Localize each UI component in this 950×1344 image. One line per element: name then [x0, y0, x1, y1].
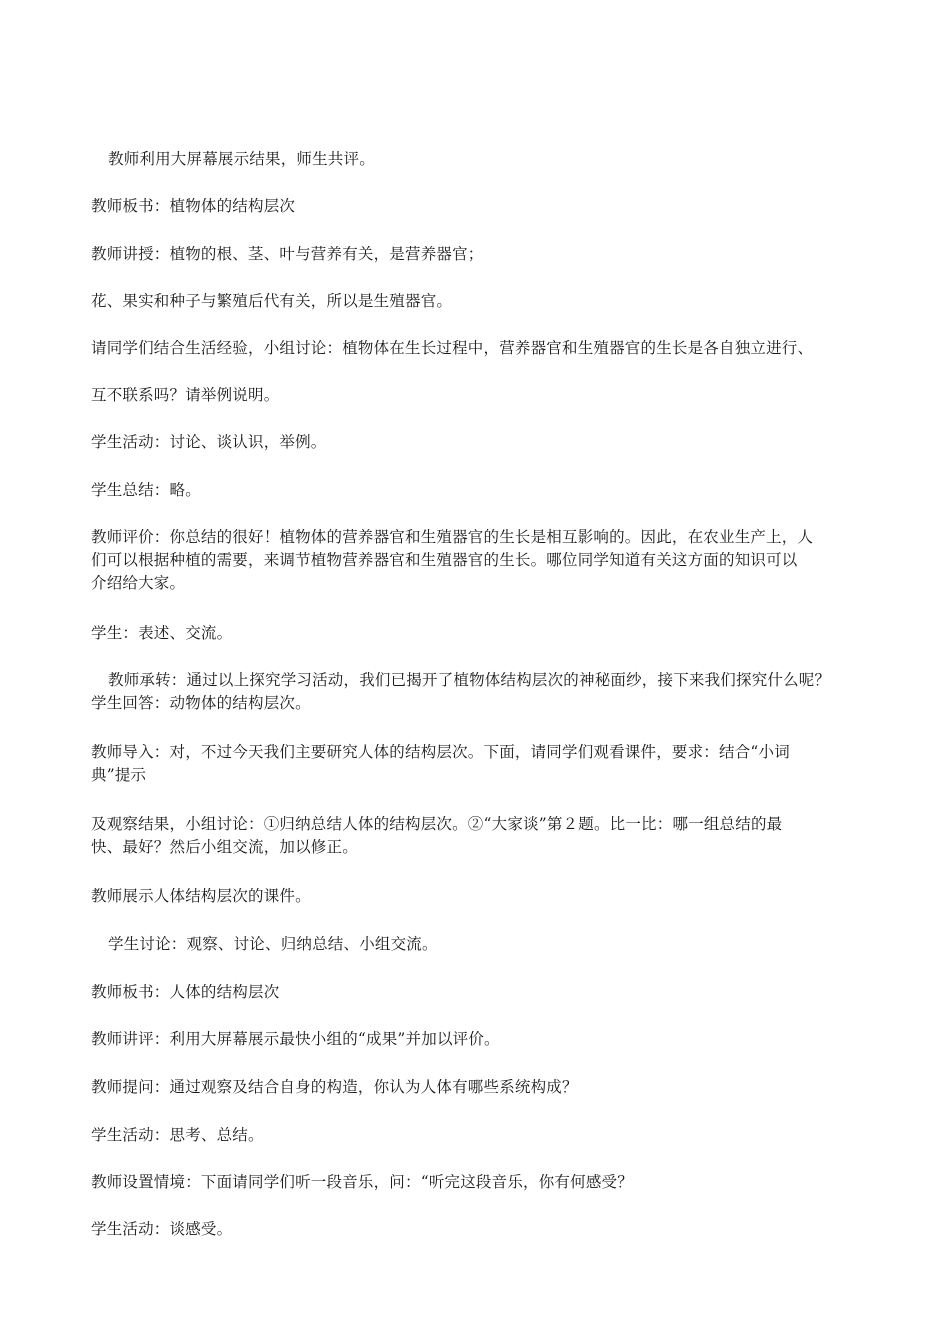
text-line: 快、最好？然后小组交流，加以修正。 [91, 838, 358, 856]
text-line: 学生回答：动物体的结构层次。 [91, 694, 311, 712]
text-line: 教师设置情境：下面请同学们听一段音乐，问：“听完这段音乐，你有何感受？ [91, 1173, 633, 1191]
text-line: 教师评价：你总结的很好！植物体的营养器官和生殖器官的生长是相互影响的。因此，在农业生产上，人 [91, 528, 814, 546]
text-line: 教师导入：对，不过今天我们主要研究人体的结构层次。下面，请同学们观看课件，要求：结合“小词 [91, 743, 790, 761]
paragraph [91, 243, 891, 266]
text-line: 请同学们结合生活经验，小组讨论：植物体在生长过程中，营养器官和生殖器官的生长是各自独立进行、 [91, 339, 814, 357]
text-line: 花、果实和种子与繁殖后代有关，所以是生殖器官。 [91, 292, 453, 310]
text-line: 教师讲授：植物的根、茎、叶与营养有关，是营养器官； [91, 245, 484, 263]
paragraph [91, 1171, 891, 1194]
text-line: 们可以根据种植的需要，来调节植物营养器官和生殖器官的生长。哪位同学知道有关这方面的知识可以 [91, 551, 798, 569]
paragraph [91, 1028, 891, 1051]
paragraph [91, 431, 891, 454]
paragraph [91, 741, 891, 787]
paragraph [91, 337, 891, 360]
text-line: 介绍给大家。 [91, 574, 186, 592]
paragraph [91, 885, 891, 908]
text-line: 及观察结果，小组讨论：①归纳总结人体的结构层次。②“大家谈”第２题。比一比：哪一组总结的最 [91, 815, 783, 833]
paragraph [91, 148, 908, 171]
text-line: 互不联系吗？请举例说明。 [91, 386, 280, 404]
text-line: 学生：表述、交流。 [91, 624, 233, 642]
text-line: 学生讨论：观察、讨论、归纳总结、小组交流。 [108, 935, 438, 953]
text-line: 学生总结：略。 [91, 481, 201, 499]
paragraph [91, 981, 891, 1004]
text-line: 教师板书：人体的结构层次 [91, 983, 280, 1001]
paragraph [91, 622, 891, 645]
paragraph [91, 1218, 891, 1241]
paragraph [91, 384, 891, 407]
text-line: 教师展示人体结构层次的课件。 [91, 887, 311, 905]
paragraph [91, 813, 891, 859]
paragraph [91, 195, 891, 218]
text-line: 学生活动：讨论、谈认识，举例。 [91, 433, 327, 451]
paragraph [91, 933, 908, 956]
paragraph [91, 290, 891, 313]
text-line: 学生活动：思考、总结。 [91, 1126, 264, 1144]
paragraph [91, 1124, 891, 1147]
paragraph [91, 479, 891, 502]
text-line: 教师板书：植物体的结构层次 [91, 197, 296, 215]
text-line: 教师承转：通过以上探究学习活动，我们已揭开了植物体结构层次的神秘面纱，接下来我们探究什么呢？ [108, 671, 831, 689]
paragraph [91, 669, 891, 715]
text-line: 教师提问：通过观察及结合自身的构造，你认为人体有哪些系统构成？ [91, 1078, 578, 1096]
text-line: 教师利用大屏幕展示结果，师生共评。 [108, 150, 375, 168]
paragraph [91, 526, 891, 595]
paragraph [91, 1076, 891, 1099]
text-line: 学生活动：谈感受。 [91, 1220, 233, 1238]
text-line: 教师讲评：利用大屏幕展示最快小组的“成果”并加以评价。 [91, 1030, 500, 1048]
text-line: 典”提示 [91, 766, 147, 784]
